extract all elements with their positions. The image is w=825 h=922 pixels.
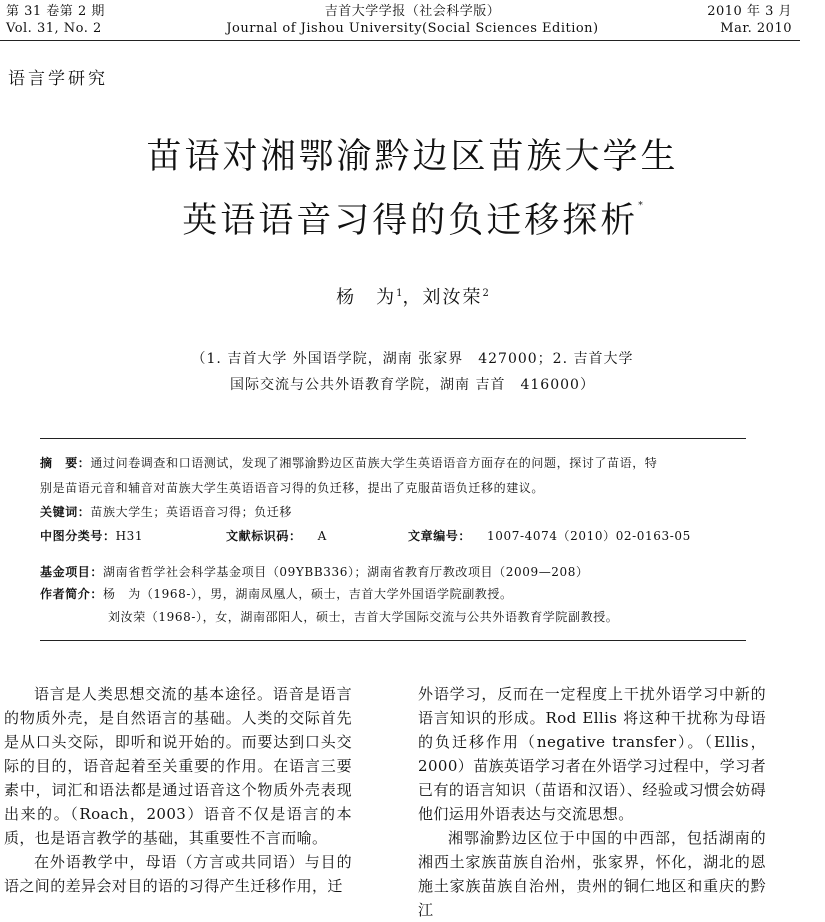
author-bio-2: 刘汝荣（1968-），女，湖南邵阳人，硕士，吉首大学国际交流与公共外语教育学院副教授。 bbox=[108, 610, 619, 624]
title-line-1: 苗语对湘鄂渝黔边区苗族大学生 bbox=[146, 137, 679, 177]
clc-label: 中图分类号： bbox=[40, 529, 116, 543]
document-code bbox=[226, 525, 327, 547]
fund-label: 基金项目： bbox=[40, 565, 104, 579]
author-1: 杨 为 bbox=[336, 287, 397, 308]
body-paragraph: 外语学习，反而在一定程度上干扰外语学习中新的语言知识的形成。Rod Ellis 将这种干扰称为母语的负迁移作用（negative transfer）。（Ellis，2000）苗族英语学习者在外语学习过程中，学习者已有的语言知识（苗语和汉语）、经验或习惯会妨碍他们运用外语表达与交流思想。 bbox=[418, 685, 766, 823]
article-number bbox=[408, 525, 691, 547]
author-1-affil: 1 bbox=[396, 288, 403, 299]
affiliation-line-2: 国际交流与公共外语教育学院，湖南 吉首 416000） bbox=[230, 377, 595, 393]
body-paragraph: 语言是人类思想交流的基本途径。语音是语言的物质外壳，是自然语言的基础。人类的交际首先是从口头交际，即听和说开始的。而要达到口头交际的目的，语音起着至关重要的作用。在语言三要素中，词汇和语法都是通过语音这个物质外壳表现出来的。（Roach，2003）语音不仅是语言的本质，也是语言教学的基础，其重要性不言而喻。 bbox=[4, 685, 352, 847]
bio-label: 作者简介： bbox=[40, 587, 104, 601]
keywords-value: 苗族大学生；英语语音习得；负迁移 bbox=[90, 505, 293, 519]
author-bio-1 bbox=[40, 583, 513, 605]
abstract-top-rule bbox=[40, 438, 746, 439]
abstract-line-1 bbox=[40, 452, 657, 474]
fund-project bbox=[40, 561, 589, 583]
doc-code-value: A bbox=[317, 529, 327, 543]
doc-code-label: 文献标识码： bbox=[226, 529, 302, 543]
volume-issue-en: Vol. 31, No. 2 bbox=[6, 21, 102, 36]
title-line-2 bbox=[0, 184, 825, 243]
abstract-text-1: 通过问卷调查和口语测试，发现了湘鄂渝黔边区苗族大学生英语语音方面存在的问题，探讨了苗语，特 bbox=[90, 456, 658, 470]
fund-value: 湖南省哲学社会科学基金项目（09YBB336）；湖南省教育厅教改项目（2009—208） bbox=[103, 565, 589, 579]
authors bbox=[0, 283, 825, 309]
clc-number bbox=[40, 525, 143, 547]
keywords-label: 关键词： bbox=[40, 505, 91, 519]
abstract-label: 摘 要： bbox=[40, 456, 91, 470]
journal-name-en: Journal of Jishou University(Social Sciences Edition) bbox=[226, 21, 599, 36]
title-footnote-mark: * bbox=[638, 201, 643, 211]
body-paragraph: 湘鄂渝黔边区位于中国的中西部，包括湖南的湘西土家族苗族自治州，张家界，怀化，湖北的恩施土家族苗族自治州，贵州的铜仁地区和重庆的黔江 bbox=[418, 829, 766, 919]
body-right-column bbox=[418, 682, 766, 922]
author-separator: ， bbox=[402, 287, 423, 308]
issue-date: 2010 年 3 月 bbox=[707, 4, 792, 19]
clc-value: H31 bbox=[115, 529, 144, 543]
affiliation-line-1: （1. 吉首大学 外国语学院，湖南 张家界 427000；2. 吉首大学 bbox=[191, 351, 634, 367]
header-rule bbox=[0, 40, 800, 41]
article-number-label: 文章编号： bbox=[408, 529, 472, 543]
issue-date-en: Mar. 2010 bbox=[720, 21, 792, 36]
section-label: 语言学研究 bbox=[8, 69, 108, 89]
abstract-bottom-rule bbox=[40, 640, 746, 641]
author-2: 刘汝荣 bbox=[422, 287, 483, 308]
abstract-line-2: 别是苗语元音和辅音对苗族大学生英语语音习得的负迁移，提出了克服苗语负迁移的建议。 bbox=[40, 481, 545, 495]
volume-issue: 第 31 卷第 2 期 bbox=[6, 4, 105, 19]
author-2-affil: 2 bbox=[482, 288, 489, 299]
body-paragraph: 在外语教学中，母语（方言或共同语）与目的语之间的差异会对目的语的习得产生迁移作用，迁 bbox=[4, 853, 352, 895]
journal-name: 吉首大学学报（社会科学版） bbox=[324, 4, 501, 19]
article-number-value: 1007-4074（2010）02-0163-05 bbox=[487, 529, 691, 543]
body-left-column bbox=[4, 682, 352, 898]
keywords bbox=[40, 501, 292, 523]
title-line-2-text: 英语语音习得的负迁移探析 bbox=[182, 201, 639, 241]
bio-text-1: 杨 为（1968-），男，湖南凤凰人，硕士，吉首大学外国语学院副教授。 bbox=[103, 587, 513, 601]
